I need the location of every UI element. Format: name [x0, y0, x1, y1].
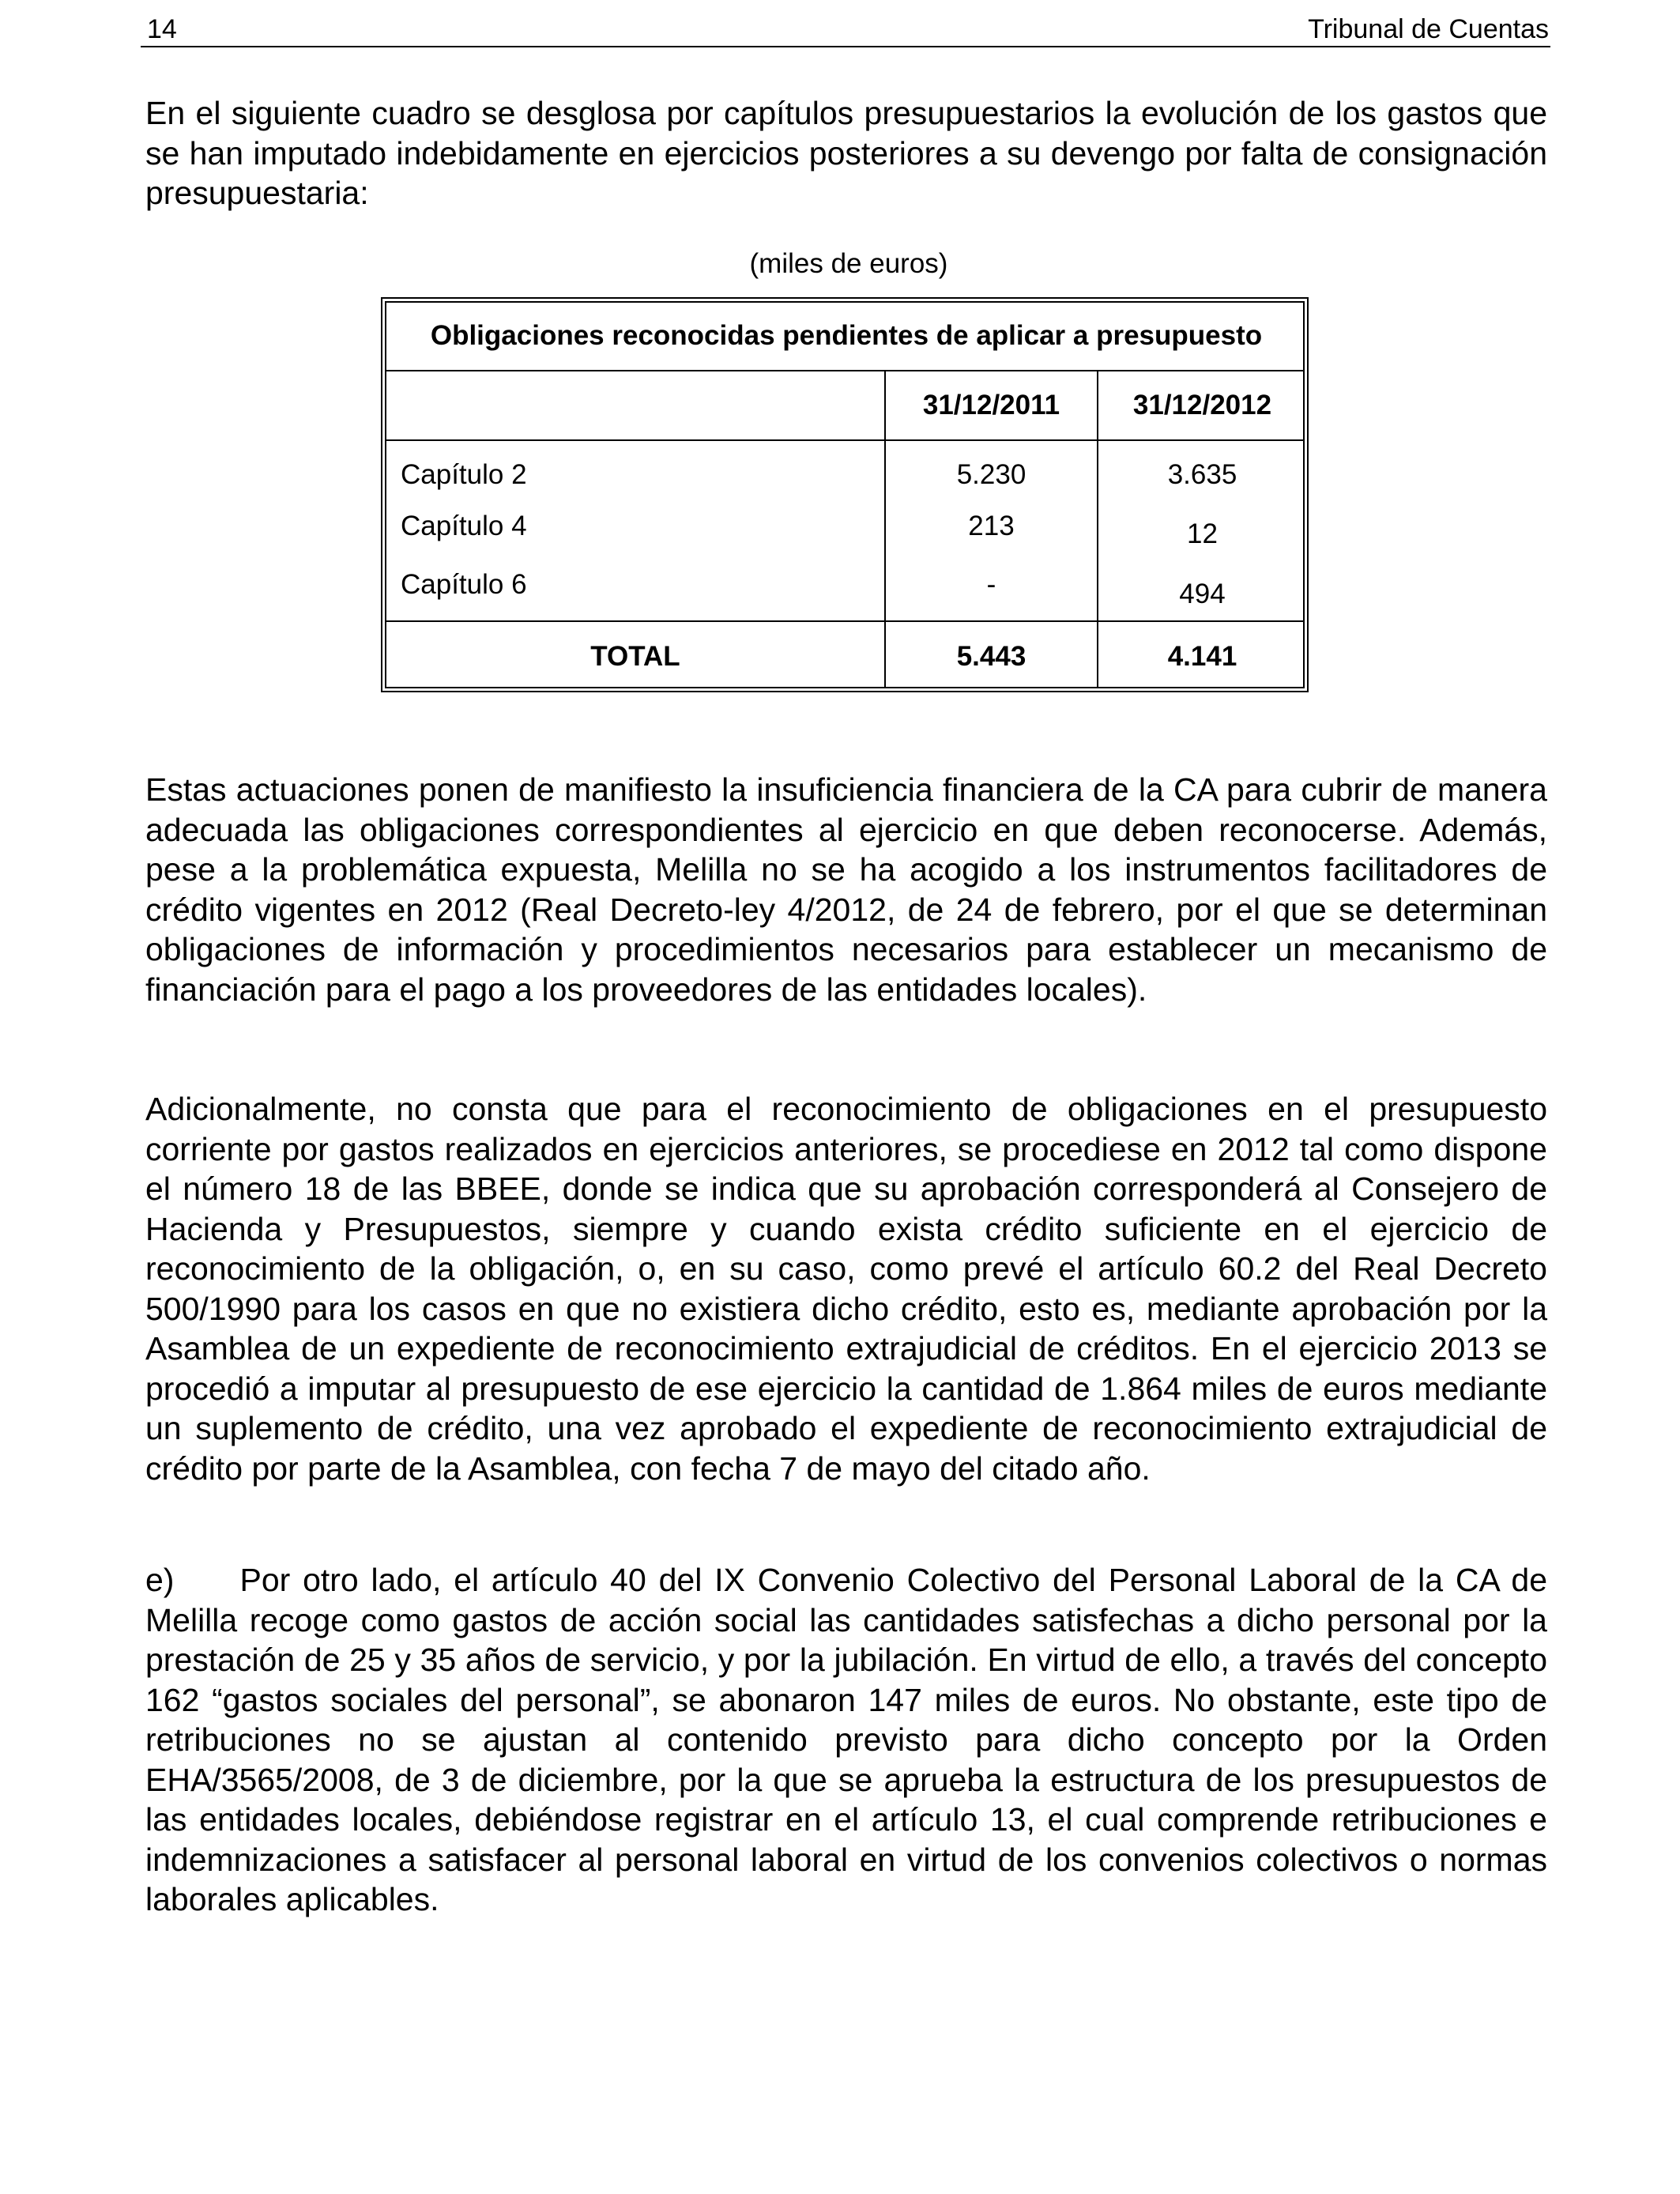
table-title: Obligaciones reconocidas pendientes de aplicar a presupuesto	[430, 320, 1263, 351]
row-label-capitulo-2: Capítulo 2	[401, 459, 527, 490]
row-value-capitulo-2-2012: 3.635	[1167, 459, 1237, 490]
body-paragraph-2: Adicionalmente, no consta que para el reconocimiento de obligaciones en el presupuesto corriente por gastos realizados en ejercicios anteriores, se procediese en 2012 tal como dispone el número 18 de las BBEE, donde se indica que su aprobación corresponderá al Consejero de Hacienda y Presupuestos, siempre y cuando exista crédito suficiente en el ejercicio de reconocimiento de la obligación, o, en su caso, como prevé el artículo 60.2 del Real Decreto 500/1990 para los casos en que no existiera dicho crédito, esto es, mediante aprobación por la Asamblea de un expediente de reconocimiento extrajudicial de créditos. En el ejercicio 2013 se procedió a imputar al presupuesto de ese ejercicio la cantidad de 1.864 miles de euros mediante un suplemento de crédito, una vez aprobado el expediente de reconocimiento extrajudicial de crédito por parte de la Asamblea, con fecha 7 de mayo del citado año.	[145, 1091, 1547, 1487]
total-label: TOTAL	[590, 641, 680, 672]
running-title: Tribunal de Cuentas	[1308, 14, 1549, 44]
item-e-text: Por otro lado, el artículo 40 del IX Convenio Colectivo del Personal Laboral de la CA de Melilla recoge como gastos de acción social las cantidades satisfechas a dicho personal por la prestación de 25 y 35 años de servicio, y por la jubilación. En virtud de ello, a través del concepto 162 “gastos sociales del personal”, se abonaron 147 miles de euros. No obstante, este tipo de retribuciones no se ajustan al contenido previsto para dicho concepto por la Orden EHA/3565/2008, de 3 de diciembre, por la que se aprueba la estructura de los presupuestos de las entidades locales, debiéndose registrar en el artículo 13, el cual comprende retribuciones e indemnizaciones a satisfacer al personal laboral en virtud de los convenios colectivos o normas laborales aplicables.	[145, 1562, 1547, 1917]
column-header-2011: 31/12/2011	[922, 390, 1060, 420]
total-value-2012: 4.141	[1167, 641, 1237, 672]
item-e-marker: e)	[145, 1562, 175, 1598]
intro-paragraph: En el siguiente cuadro se desglosa por capítulos presupuestarios la evolución de los gastos que se han imputado indebidamente en ejercicios posteriores a su devengo por falta de consignación presupuestaria:	[145, 95, 1547, 211]
table-rule	[386, 370, 1303, 371]
row-value-capitulo-6-2011: -	[986, 569, 996, 600]
obligations-table	[381, 297, 1309, 692]
row-value-capitulo-2-2011: 5.230	[956, 459, 1026, 490]
page-number: 14	[147, 14, 177, 44]
row-label-capitulo-4: Capítulo 4	[401, 511, 527, 541]
row-value-capitulo-4-2011: 213	[968, 511, 1015, 541]
item-e-paragraph	[145, 1560, 1547, 1920]
column-header-2012: 31/12/2012	[1132, 390, 1272, 420]
row-label-capitulo-6: Capítulo 6	[401, 569, 527, 600]
row-value-capitulo-4-2012: 12	[1187, 518, 1218, 549]
body-paragraph-1: Estas actuaciones ponen de manifiesto la insuficiencia financiera de la CA para cubrir de manera adecuada las obligaciones correspondientes al ejercicio en que deben reconocerse. Además, pese a la problemática expuesta, Melilla no se ha acogido a los instrumentos facilitadores de crédito vigentes en 2012 (Real Decreto-ley 4/2012, de 24 de febrero, por el que se determinan obligaciones de información y procedimientos necesarios para establecer un mecanismo de financiación para el pago a los proveedores de las entidades locales).	[145, 771, 1547, 1008]
total-value-2011: 5.443	[956, 641, 1026, 672]
row-value-capitulo-6-2012: 494	[1179, 579, 1226, 609]
page-header	[141, 9, 1550, 47]
table-unit-note: (miles de euros)	[749, 248, 948, 279]
table-rule	[386, 439, 1303, 441]
table-inner-frame	[385, 301, 1305, 688]
table-rule	[386, 620, 1303, 622]
